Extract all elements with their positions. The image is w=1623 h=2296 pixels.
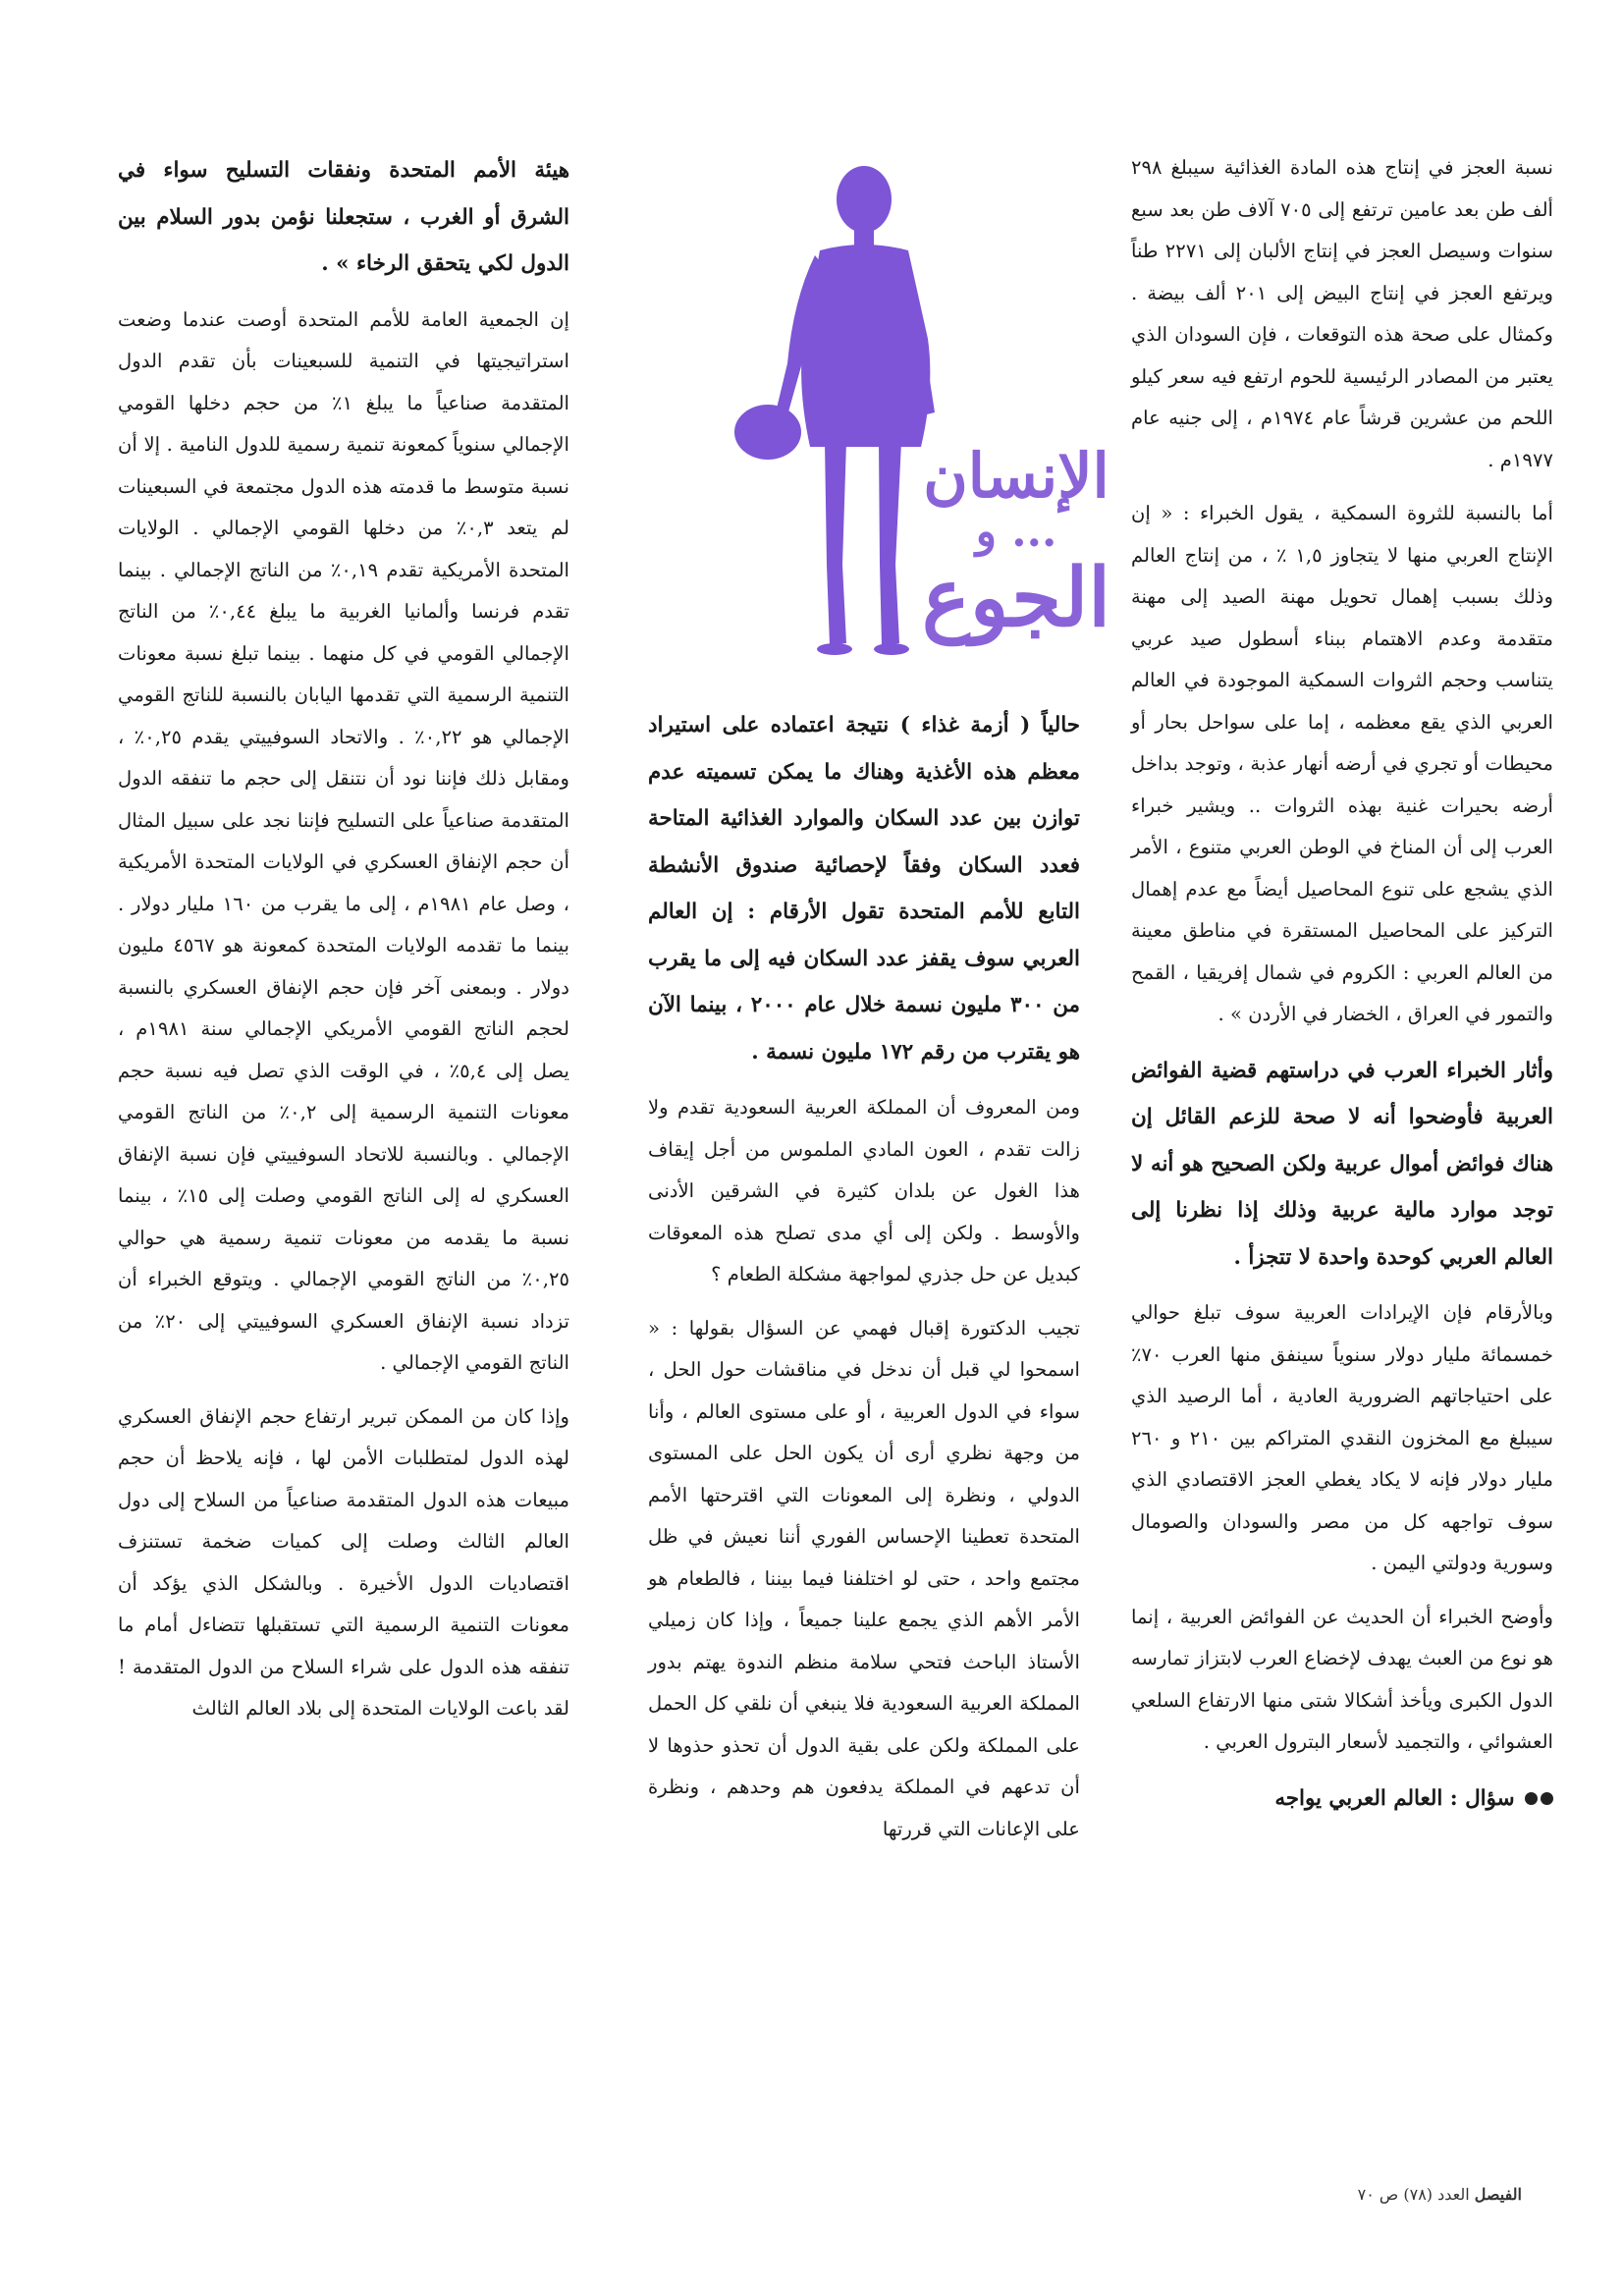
magazine-page: [98, 93, 1553, 2204]
paragraph: ومن المعروف أن المملكة العربية السعودية تقدم ولا زالت تقدم ، العون المادي الملموس من أجل إيقاف هذا الغول عن بلدان كثيرة في الشرقين الأدنى والأوسط . ولكن إلى أي مدى تصلح هذه المعوقات كبديل عن حل جذري لمواجهة مشكلة الطعام ؟: [648, 1096, 1080, 1285]
paragraph: أما بالنسبة للثروة السمكية ، يقول الخبراء : « إن الإنتاج العربي منها لا يتجاوز ١,٥ ٪ ، من إنتاج العالم وذلك بسبب إهمال تحويل مهنة الصيد إلى مهنة متقدمة وعدم الاهتمام ببناء أسطول صيد عربي يتناسب وحجم الثروات السمكية الموجودة في العالم العربي الذي يقع معظمه ، إما على سواحل بحار أو محيطات أو تجري في أرضه أنهار عذبة ، وتوجد بداخل أرضه بحيرات غنية بهذه الثروات .. ويشير خبراء العرب إلى أن المناخ في الوطن العربي متنوع ، الأمر الذي يشجع على تنوع المحاصيل أيضاً مع عدم إهمال التركيز على المحاصيل المستقرة في مناطق معينة من العالم العربي : الكروم في شمال إفريقيا ، القمح والتمور في العراق ، الخضار في الأردن » .: [1131, 502, 1553, 1025]
headline-line-2: ... و: [975, 507, 1057, 557]
paragraph: نسبة العجز في إنتاج هذه المادة الغذائية سيبلغ ٢٩٨ ألف طن بعد عامين ترتفع إلى ٧٠٥ آلاف طن بعد سبع سنوات وسيصل العجز في إنتاج الألبان إلى ٢٢٧١ طناً ويرتفع العجز في إنتاج البيض إلى ٢٠١ ألف بيضة . وكمثال على صحة هذه التوقعات ، فإن السودان الذي يعتبر من المصادر الرئيسية للحوم ارتفع فيه سعر كيلو اللحم من عشرين قرشاً عام ١٩٧٤م ، إلى جنيه عام ١٩٧٧م .: [1131, 156, 1553, 471]
question-text: سؤال : العالم العربي يواجه: [1274, 1785, 1515, 1811]
column-right: [1131, 147, 1553, 1822]
question-line: [1131, 1776, 1553, 1823]
paragraph: وإذا كان من الممكن تبرير ارتفاع حجم الإنفاق العسكري لهذه الدول لمتطلبات الأمن لها ، فإنه يلاحظ أن حجم مبيعات هذه الدول المتقدمة صناعياً من السلاح إلى دول العالم الثالث وصلت إلى كميات ضخمة تستنزف اقتصاديات الدول الأخيرة . وبالشكل الذي يؤكد أن معونات التنمية الرسمية التي تستقبلها تتضاءل أمام ما تنفقه هذه الدول على شراء السلاح من الدول المتقدمة ! لقد باعت الولايات المتحدة إلى بلاد العالم الثالث: [118, 1404, 569, 1720]
issue-page: العدد (٧٨) ص ٧٠: [1357, 2185, 1470, 2204]
column-left: [118, 147, 569, 1730]
paragraph: وأوضح الخبراء أن الحديث عن الفوائض العربية ، إنما هو نوع من العبث يهدف لإخضاع العرب لابتزاز تمارسه الدول الكبرى ويأخذ أشكالا شتى منها الارتفاع السلعي العشوائي ، والتجميد لأسعار البترول العربي .: [1131, 1605, 1553, 1753]
headline-line-3: الجوع: [922, 551, 1110, 645]
paragraph: إن الجمعية العامة للأمم المتحدة أوصت عندما وضعت استراتيجيتها في التنمية للسبعينات بأن تقدم الدول المتقدمة صناعياً ما يبلغ ١٪ من حجم دخلها القومي الإجمالي سنوياً كمعونة تنمية رسمية للدول النامية . إلا أن نسبة متوسط ما قدمته هذه الدول مجتمعة في السبعينات لم يتعد ٠,٣٪ من دخلها القومي الإجمالي . الولايات المتحدة الأمريكية تقدم ٠,١٩٪ من الناتج الإجمالي . بينما تقدم فرنسا وألمانيا الغربية ما يبلغ ٠,٤٤٪ من الناتج الإجمالي القومي في كل منهما . بينما تبلغ نسبة معونات التنمية الرسمية التي تقدمها اليابان بالنسبة للناتج القومي الإجمالي هو ٠,٢٢٪ . والاتحاد السوفييتي يقدم ٠,٢٥٪ ، ومقابل ذلك فإننا نود أن نتنقل إلى حجم ما تنفقه الدول المتقدمة صناعياً على التسليح فإننا نجد على سبيل المثال أن حجم الإنفاق العسكري في الولايات المتحدة الأمريكية ، وصل عام ١٩٨١م ، إلى ما يقرب من ١٦٠ مليار دولار . بينما ما تقدمه الولايات المتحدة كمعونة هو ٤٥٦٧ مليون دولار . وبمعنى آخر فإن حجم الإنفاق العسكري بالنسبة لحجم الناتج القومي الأمريكي الإجمالي سنة ١٩٨١م ، يصل إلى ٥,٤٪ ، في الوقت الذي تصل فيه نسبة حجم معونات التنمية الرسمية إلى ٠,٢٪ من الناتج القومي الإجمالي . وبالنسبة للاتحاد السوفييتي فإن نسبة الإنفاق العسكري له إلى الناتج القومي وصلت إلى ١٥٪ ، بينما نسبة ما يقدمه من معونات تنمية رسمية هي حوالي ٠,٢٥٪ من الناتج القومي الإجمالي . ويتوقع الخبراء أن تزداد نسبة الإنفاق العسكري السوفييتي إلى ٢٠٪ من الناتج القومي الإجمالي .: [118, 307, 570, 1374]
paragraph: وبالأرقام فإن الإيرادات العربية سوف تبلغ حوالي خمسمائة مليار دولار سنوياً سينفق منها العرب ٧٠٪ على احتياجاتهم الضرورية العادية ، أما الرصيد الذي سيبلغ مع المخزون النقدي المتراكم بين ٢١٠ و ٢٦٠ مليار دولار فإنه لا يكاد يغطي العجز الاقتصادي الذي سوف تواجهه كل من مصر والسودان والصومال وسورية ودولتي اليمن .: [1131, 1301, 1553, 1574]
paragraph-bold: هيئة الأمم المتحدة ونفقات التسليح سواء في الشرق أو الغرب ، ستجعلنا نؤمن بدور السلام بين الدول لكي يتحقق الرخاء » .: [118, 158, 569, 276]
bullet-icon: [1541, 1792, 1553, 1805]
magazine-name: الفيصل: [1474, 2185, 1522, 2204]
page-footer: [1031, 2185, 1522, 2204]
article-headline: [884, 440, 1149, 645]
paragraph-bold: وأثار الخبراء العرب في دراستهم قضية الفوائض العربية فأوضحوا أنه لا صحة للزعم القائل إن هناك فوائض أموال عربية ولكن الصحيح هو أنه لا توجد موارد مالية عربية وذلك إذا نظرنا إلى العالم العربي كوحدة واحدة لا تتجزأ .: [1131, 1058, 1553, 1270]
bullet-icon: [1525, 1792, 1538, 1805]
paragraph-bold: حالياً ( أزمة غذاء ) نتيجة اعتماده على استيراد معظم هذه الأغذية وهناك ما يمكن تسميته عدم توازن بين عدد السكان والموارد الغذائية المتاحة فعدد السكان وفقاً لإحصائية صندوق الأنشطة التابع للأمم المتحدة تقول الأرقام : إن العالم العربي سوف يقفز عدد السكان فيه إلى ما يقرب من ٣٠٠ مليون نسمة خلال عام ٢٠٠٠ ، بينما الآن هو يقترب من رقم ١٧٢ مليون نسمة .: [648, 713, 1080, 1065]
column-middle: [648, 702, 1080, 1850]
paragraph: تجيب الدكتورة إقبال فهمي عن السؤال بقولها : « اسمحوا لي قبل أن ندخل في مناقشات حول الحل ، سواء في الدول العربية ، أو على مستوى العالم ، وأنا من وجهة نظري أرى أن يكون الحل على المستوى الدولي ، ونظرة إلى المعونات التي اقترحتها الأمم المتحدة تعطينا الإحساس الفوري أننا نعيش في ظل مجتمع واحد ، حتى لو اختلفنا فيما بيننا ، فالطعام هو الأمر الأهم الذي يجمع علينا جميعاً ، وإذا كان زميلي الأستاذ الباحث فتحي سلامة منظم الندوة يهتم بدور المملكة العربية السعودية فلا ينبغي أن نلقي كل الحمل على المملكة ولكن على بقية الدول أن تحذو حذوها لا أن تدعهم في المملكة يدفعون هم وحدهم ، ونظرة على الإعانات التي قررتها: [648, 1316, 1080, 1840]
headline-line-1: الإنسان: [923, 440, 1109, 512]
